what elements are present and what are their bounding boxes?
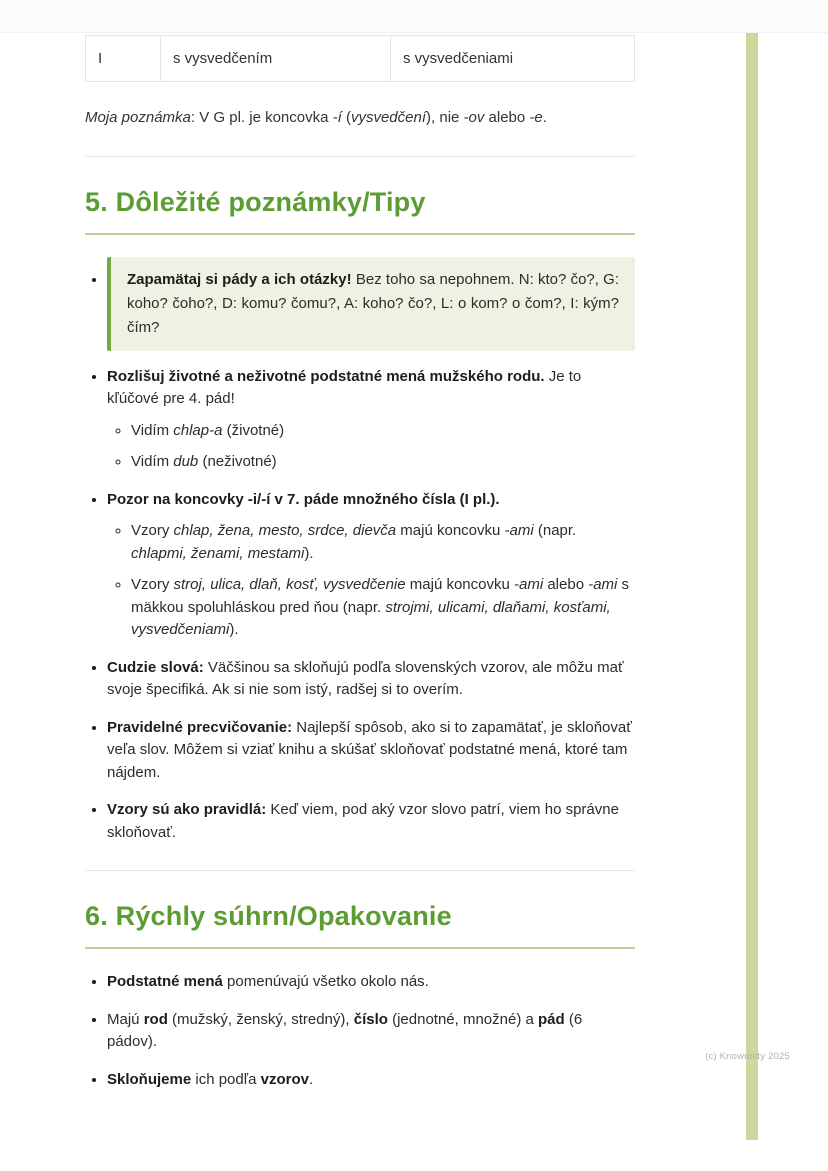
example-text: ◦ Vzory stroj, ulica, dlaň, kosť, vysvedčenie majú koncovku -ami alebo -ami s mäkkou spoluhláskou pred ňou (napr. strojmi, ulicami, dlaňami, kosťami, vysvedčeniami). bbox=[131, 576, 630, 639]
tip-cases-callout bbox=[107, 257, 635, 351]
section5-title: 5. Dôležité poznámky/Tipy bbox=[85, 187, 635, 235]
section6-list bbox=[85, 971, 635, 1091]
example-text: ◦ Vzory chlap, žena, mesto, srdce, dievča majú koncovku -ami (napr. chlapmi, ženami, mestami). bbox=[131, 522, 577, 562]
author-note: Moja poznámka: V G pl. je koncovka -í (vysvedčení), nie -ov alebo -e. bbox=[85, 109, 547, 126]
callout-box bbox=[107, 257, 635, 351]
summary-item bbox=[107, 971, 635, 994]
tip-foreign-words bbox=[107, 657, 635, 702]
summary-item bbox=[107, 1069, 635, 1092]
tip-instrumental-endings bbox=[107, 489, 635, 642]
example-item bbox=[131, 520, 635, 565]
example-list bbox=[107, 520, 635, 642]
copyright-watermark: (c) Knowunity 2025 bbox=[705, 1051, 790, 1062]
table-cell-plural: s vysvedčeniami bbox=[391, 36, 635, 82]
section5-list bbox=[85, 257, 635, 845]
tip-patterns-rules bbox=[107, 799, 635, 844]
tip-animate-inanimate bbox=[107, 366, 635, 474]
example-item bbox=[131, 451, 635, 474]
summary-text: • Majú rod (mužský, ženský, stredný), číslo (jednotné, množné) a pád (6 pádov). bbox=[107, 1010, 583, 1051]
tip-text: • Cudzie slová: Väčšinou sa skloňujú podľa slovenských vzorov, ale môžu mať svoje špecifiká. Ak si nie som istý, radšej si to overím. bbox=[107, 658, 624, 699]
side-accent-stripe bbox=[746, 33, 758, 1140]
tip-regular-practice bbox=[107, 717, 635, 785]
page-gap-top bbox=[0, 0, 828, 33]
table-row-instrumental bbox=[86, 36, 635, 82]
callout-text: • Zapamätaj si pády a ich otázky! Bez toho sa nepohnem. N: kto? čo?, G: koho? čoho?, D: komu? čomu?, A: koho? čo?, L: o kom? o čom?, I: kým? čím? bbox=[127, 270, 619, 336]
example-text: ◦ Vidím dub (neživotné) bbox=[131, 453, 277, 471]
declension-table bbox=[85, 35, 635, 82]
section-divider bbox=[85, 156, 635, 157]
tip-text: • Vzory sú ako pravidlá: Keď viem, pod aký vzor slovo patrí, viem ho správne skloňovať. bbox=[107, 801, 619, 841]
tip-text: • Pravidelné precvičovanie: Najlepší spôsob, ako si to zapamätať, je skloňovať veľa slov. Môžem si vziať knihu a skúšať skloňovať podstatné mená, ktoré tam nájdem. bbox=[107, 718, 632, 781]
summary-item bbox=[107, 1009, 635, 1054]
tip-text: • Pozor na koncovky -i/-í v 7. páde množného čísla (I pl.). bbox=[107, 490, 500, 508]
example-text: ◦ Vidím chlap-a (životné) bbox=[131, 421, 285, 439]
content-column bbox=[85, 33, 635, 1106]
example-item bbox=[131, 574, 635, 642]
section6-title: 6. Rýchly súhrn/Opakovanie bbox=[85, 901, 635, 949]
table-cell-singular: s vysvedčením bbox=[161, 36, 391, 82]
example-list bbox=[107, 420, 635, 474]
table-cell-case: I bbox=[86, 36, 161, 82]
summary-text: • Podstatné mená pomenúvajú všetko okolo nás. bbox=[107, 973, 429, 991]
summary-text: • Skloňujeme ich podľa vzorov. bbox=[107, 1070, 314, 1088]
section-divider bbox=[85, 870, 635, 871]
example-item bbox=[131, 420, 635, 443]
tip-text: • Rozlišuj životné a neživotné podstatné mená mužského rodu. Je to kľúčové pre 4. pád! bbox=[107, 367, 582, 408]
